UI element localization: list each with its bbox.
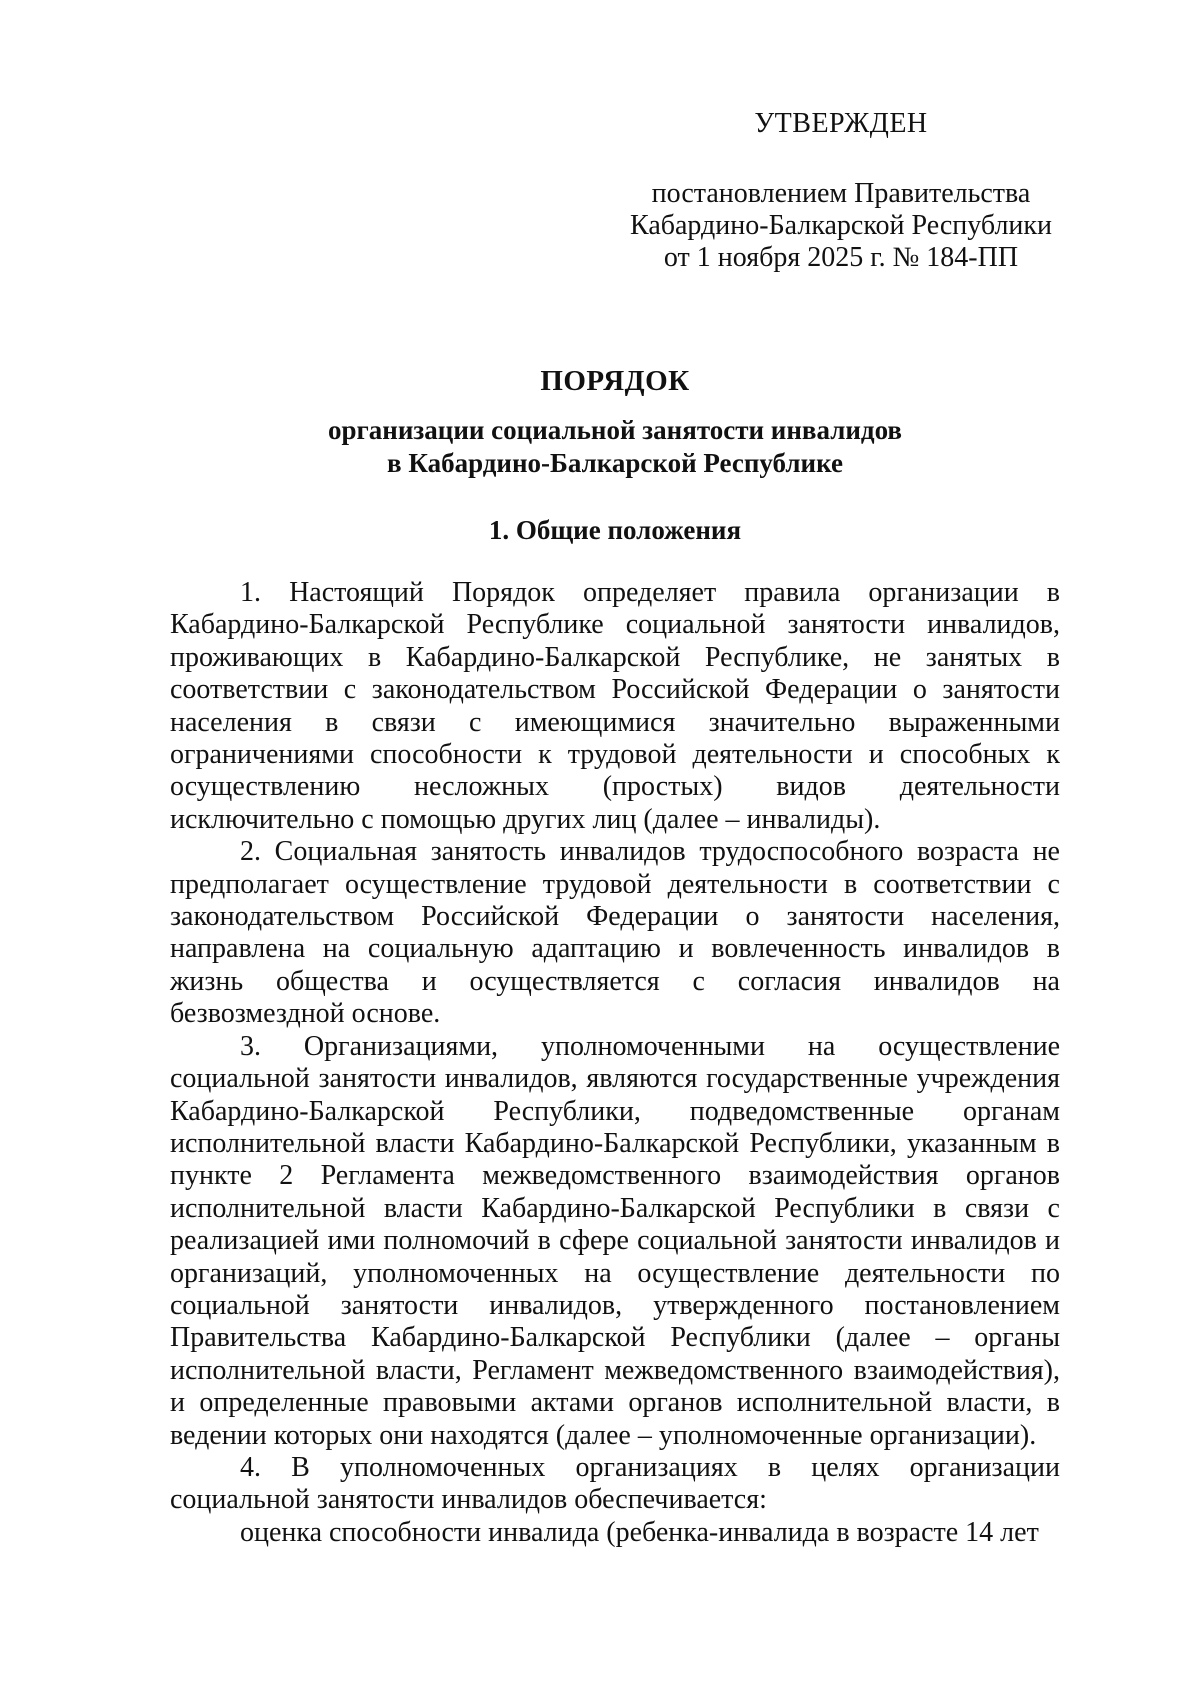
approval-line-authority: Кабардино-Балкарской Республики	[630, 210, 1052, 241]
section-heading: 1. Общие положения	[488, 515, 742, 545]
paragraph-3: 3. Организациями, уполномоченными на осуществление социальной занятости инвалидов, являются государственные учреждения Кабардино-Балкарской Республики, подведомственные органам исполнительной власти Кабардино-Балкарской Республики, указанным в пункте 2 Регламента межведомственного взаимодействия органов исполнительной власти Кабардино-Балкарской Республики в связи с реализацией ими полномочий в сфере социальной занятости инвалидов и организаций, уполномоченных на осуществление деятельности по социальной занятости инвалидов, утвержденного постановлением Правительства Кабардино-Балкарской Республики (далее – органы исполнительной власти, Регламент межведомственного взаимодействия), и определенные правовыми актами органов исполнительной власти, в ведении которых они находятся (далее – уполномоченные организации).	[170, 1030, 1060, 1451]
paragraph-4-item: оценка способности инвалида (ребенка-инвалида в возрасте 14 лет	[240, 1516, 1039, 1548]
approval-title: УТВЕРЖДЕН	[754, 108, 928, 139]
document-subtitle-line-1: организации социальной занятости инвалидов	[328, 415, 902, 445]
paragraph-1: 1. Настоящий Порядок определяет правила организации в Кабардино-Балкарской Республике социальной занятости инвалидов, проживающих в Кабардино-Балкарской Республике, не занятых в соответствии с законодательством Российской Федерации о занятости населения в связи с имеющимися значительно выраженными ограничениями способности к трудовой деятельности и способных к осуществлению несложных (простых) видов деятельности исключительно с помощью других лиц (далее – инвалиды).	[170, 577, 1060, 835]
approval-line-date-number: от 1 ноября 2025 г. № 184-ПП	[663, 242, 1019, 273]
document-title: ПОРЯДОК	[540, 365, 690, 397]
approval-line-decree: постановлением Правительства	[651, 178, 1031, 209]
approval-stamp-block	[626, 108, 1056, 274]
paragraph-2: 2. Социальная занятость инвалидов трудоспособного возраста не предполагает осуществление трудовой деятельности в соответствии с законодательством Российской Федерации о занятости населения, направлена на социальную адаптацию и вовлеченность инвалидов в жизнь общества и осуществляется с согласия инвалидов на безвозмездной основе.	[170, 836, 1060, 1030]
document-subtitle	[170, 414, 1060, 480]
paragraph-4: 4. В уполномоченных организациях в целях организации социальной занятости инвалидов обеспечивается:	[170, 1451, 1060, 1516]
document-subtitle-line-2: в Кабардино-Балкарской Республике	[387, 448, 843, 478]
document-body	[170, 577, 1060, 1549]
